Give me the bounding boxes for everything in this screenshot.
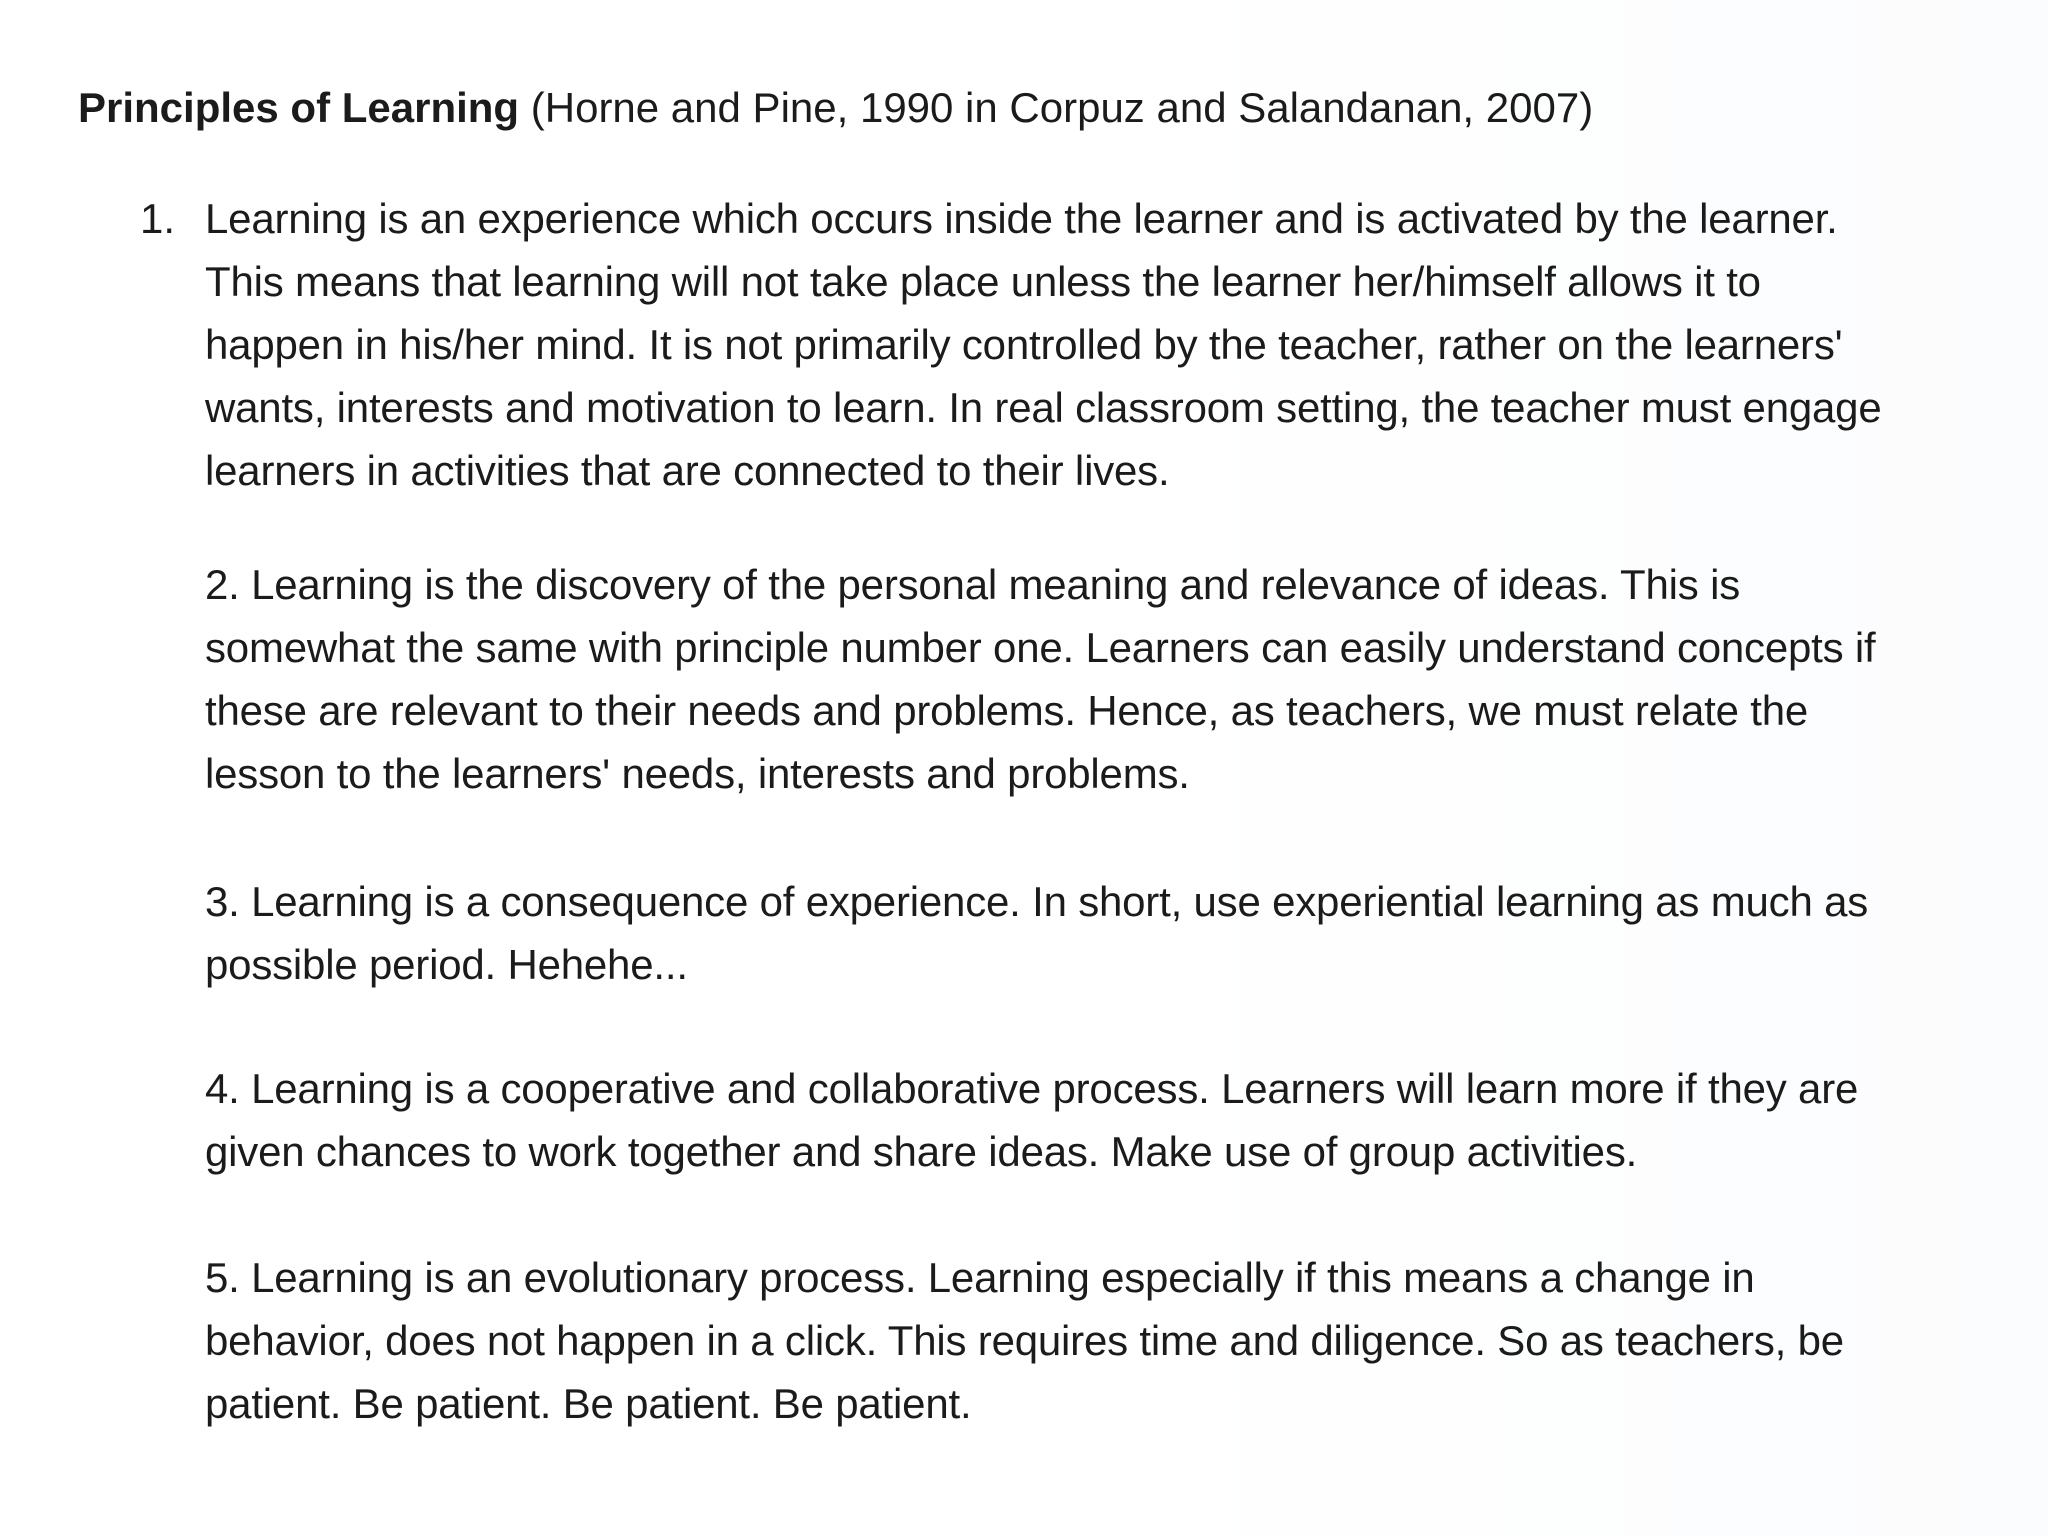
- principle-3-text: 3. Learning is a consequence of experience. In short, use experiential learning as much as possible period. Hehehe...: [205, 878, 1869, 988]
- principle-1-text: Learning is an experience which occurs inside the learner and is activated by the learner. This means that learning will not take place unless the learner her/himself allows it to happen in his/her mind. It is not primarily controlled by the teacher, rather on the learners' wants, interests and motivation to learn. In real classroom setting, the teacher must engage learners in activities that are connected to their lives.: [205, 195, 1882, 494]
- principle-4-text: 4. Learning is a cooperative and collaborative process. Learners will learn more if they are given chances to work together and share ideas. Make use of group activities.: [205, 1065, 1859, 1175]
- document-heading: [78, 82, 1593, 134]
- principle-1-number: 1.: [140, 195, 176, 242]
- heading-citation: (Horne and Pine, 1990 in Corpuz and Salandanan, 2007): [519, 84, 1594, 131]
- principle-2-text: 2. Learning is the discovery of the personal meaning and relevance of ideas. This is somewhat the same with principle number one. Learners can easily understand concepts if these are relevant to their needs and problems. Hence, as teachers, we must relate the lesson to the learners' needs, interests and problems.: [205, 561, 1876, 797]
- principle-5-text: 5. Learning is an evolutionary process. Learning especially if this means a change in behavior, does not happen in a click. This requires time and diligence. So as teachers, be patient. Be patient. Be patient. Be patient.: [205, 1254, 1844, 1427]
- heading-title: Principles of Learning: [78, 84, 520, 131]
